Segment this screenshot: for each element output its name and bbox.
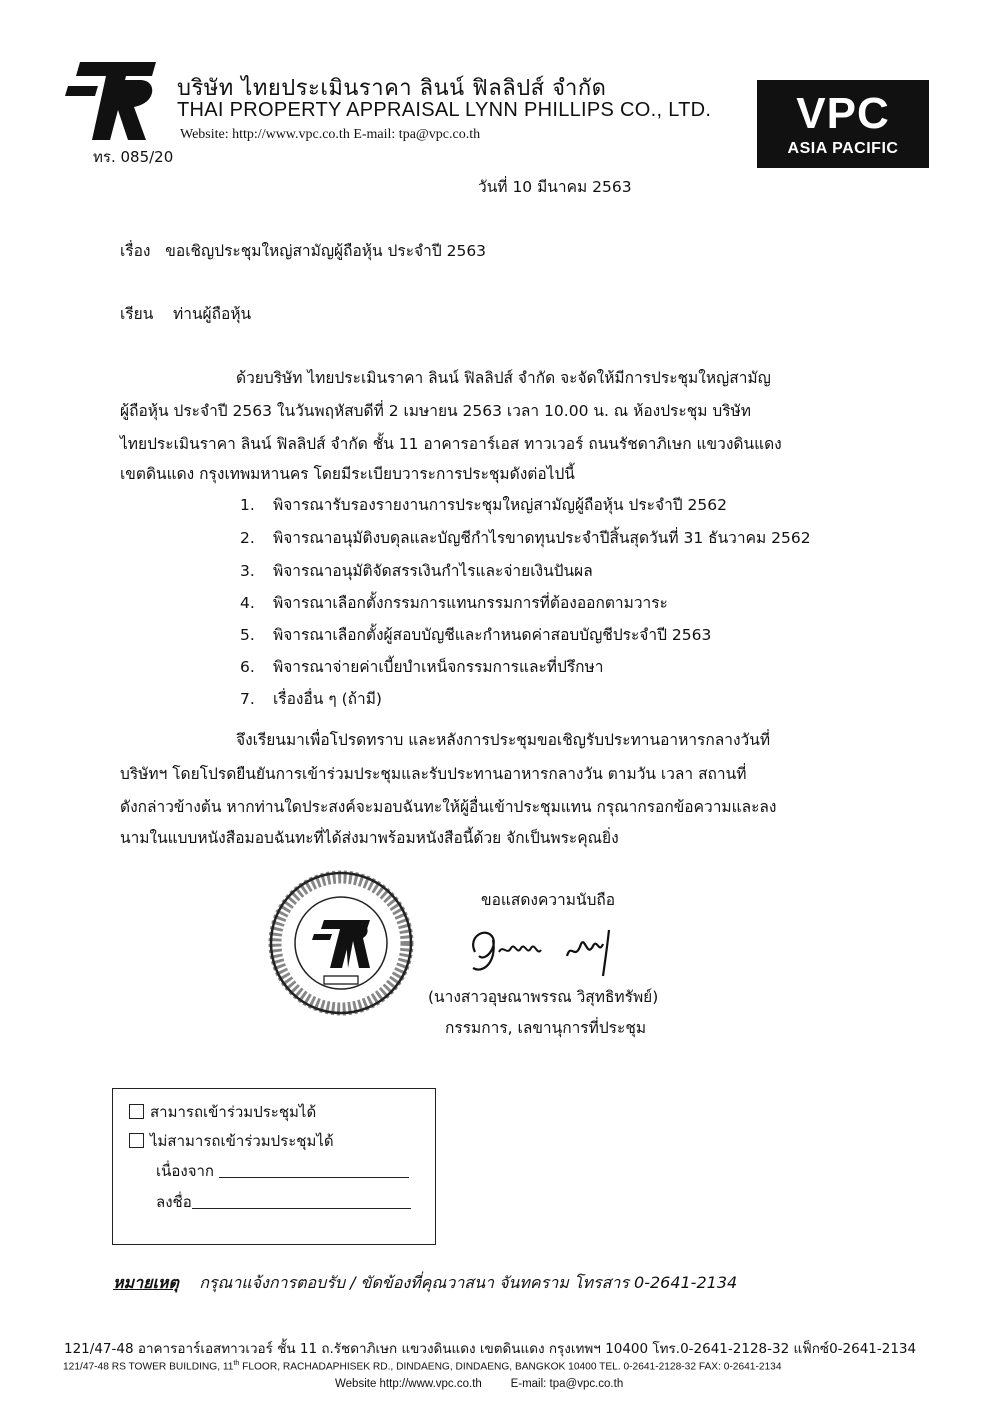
- subject-line: [120, 238, 486, 263]
- body-line: ไทยประเมินราคา ลินน์ ฟิลลิปส์ จำกัด ชั้น 11 อาคารอาร์เอส ทาวเวอร์ ถนนรัชดาภิเษก แขวงดินแดง: [120, 435, 782, 453]
- agenda-text: พิจารณาจ่ายค่าเบี้ยบำเหน็จกรรมการและที่ปรึกษา: [273, 658, 604, 676]
- company-contact-line: Website: http://www.vpc.co.th E-mail: tpa@vpc.co.th: [180, 127, 481, 142]
- footer-address-en-part2: FLOOR, RACHADAPHISEK RD., DINDAENG, DINDAENG, BANGKOK 10400 TEL. 0-2641-2128-32 FAX: 0-2641-2134: [239, 1361, 782, 1373]
- footer-address-english: [63, 1360, 782, 1372]
- letter-date: วันที่ 10 มีนาคม 2563: [478, 178, 632, 196]
- sign-input-line[interactable]: [192, 1194, 411, 1209]
- closing-line: ดังกล่าวข้างต้น หากท่านใดประสงค์จะมอบฉันทะให้ผู้อื่นเข้าประชุมแทน กรุณากรอกข้อความและลง: [120, 798, 777, 816]
- note-label: หมายเหตุ: [113, 1273, 179, 1292]
- footer-address-en-part1: 121/47-48 RS TOWER BUILDING, 11: [63, 1361, 234, 1373]
- salutation-text: ท่านผู้ถือหุ้น: [173, 305, 252, 323]
- agenda-number: 6.: [240, 658, 255, 676]
- footer-address-thai: 121/47-48 อาคารอาร์เอสทาวเวอร์ ชั้น 11 ถ.รัชดาภิเษก แขวงดินแดง เขตดินแดง กรุงเทพฯ 10400 โทร.0-2641-2128-32 แฟ็กซ์0-2641-2134: [64, 1341, 917, 1357]
- reason-label: เนื่องจาก: [156, 1162, 215, 1180]
- agenda-text: พิจารณาเลือกตั้งกรรมการแทนกรรมการที่ต้องออกตามวาระ: [273, 594, 668, 612]
- option-attend: [129, 1100, 316, 1124]
- footer-address-en-sup: th: [233, 1360, 240, 1367]
- note-line: [113, 1271, 737, 1296]
- attend-label: สามารถเข้าร่วมประชุมได้: [150, 1103, 317, 1121]
- agenda-item: [240, 492, 727, 517]
- agenda-text: พิจารณาอนุมัติงบดุลและบัญชีกำไรขาดทุนประจำปีสิ้นสุดวันที่ 31 ธันวาคม 2562: [273, 529, 811, 547]
- signer-title: กรรมการ, เลขานุการที่ประชุม: [445, 1019, 647, 1037]
- not-attend-label: ไม่สามารถเข้าร่วมประชุมได้: [150, 1132, 334, 1150]
- vpc-logo-main: VPC: [796, 89, 890, 138]
- reason-input-line[interactable]: [219, 1163, 409, 1178]
- footer-website: Website http://www.vpc.co.th: [335, 1378, 482, 1390]
- agenda-number: 1.: [240, 496, 255, 514]
- closing-line: จึงเรียนมาเพื่อโปรดทราบ และหลังการประชุมขอเชิญรับประทานอาหารกลางวันที่: [236, 731, 771, 749]
- company-name-english: THAI PROPERTY APPRAISAL LYNN PHILLIPS CO., LTD.: [177, 99, 712, 121]
- agenda-item: [240, 590, 668, 615]
- option-not-attend: [129, 1129, 334, 1153]
- signoff-text: ขอแสดงความนับถือ: [481, 891, 616, 909]
- agenda-item: [240, 525, 811, 550]
- reason-field: [156, 1159, 409, 1183]
- agenda-text: พิจารณาอนุมัติจัดสรรเงินกำไรและจ่ายเงินปันผล: [273, 562, 593, 580]
- footer-web-line: [335, 1378, 623, 1390]
- subject-text: ขอเชิญประชุมใหญ่สามัญผู้ถือหุ้น ประจำปี 2563: [165, 242, 487, 260]
- salutation-line: [120, 301, 251, 326]
- not-attend-checkbox[interactable]: [129, 1133, 144, 1148]
- tpa-logo: [62, 60, 157, 145]
- agenda-text: พิจารณารับรองรายงานการประชุมใหญ่สามัญผู้ถือหุ้น ประจำปี 2562: [273, 496, 727, 514]
- agenda-number: 7.: [240, 690, 255, 708]
- sign-field: [156, 1190, 411, 1214]
- agenda-item: [240, 558, 593, 583]
- footer-email: E-mail: tpa@vpc.co.th: [510, 1378, 624, 1390]
- body-line: ด้วยบริษัท ไทยประเมินราคา ลินน์ ฟิลลิปส์ จำกัด จะจัดให้มีการประชุมใหญ่สามัญ: [236, 369, 771, 387]
- agenda-number: 4.: [240, 594, 255, 612]
- agenda-text: พิจารณาเลือกตั้งผู้สอบบัญชีและกำหนดค่าสอบบัญชีประจำปี 2563: [273, 626, 712, 644]
- note-text: กรุณาแจ้งการตอบรับ / ขัดข้องที่คุณวาสนา จันทคราม โทรสาร 0-2641-2134: [199, 1273, 738, 1292]
- agenda-item: [240, 622, 711, 647]
- agenda-number: 5.: [240, 626, 255, 644]
- company-seal: [266, 868, 416, 1018]
- agenda-item: [240, 686, 382, 711]
- closing-line: บริษัทฯ โดยโปรดยืนยันการเข้าร่วมประชุมและรับประทานอาหารกลางวัน ตามวัน เวลา สถานที่: [120, 765, 747, 783]
- signer-name: (นางสาวอุษณาพรรณ วิสุทธิทรัพย์): [428, 988, 659, 1006]
- agenda-text: เรื่องอื่น ๆ (ถ้ามี): [273, 690, 382, 708]
- attend-checkbox[interactable]: [129, 1104, 144, 1119]
- body-line: ผู้ถือหุ้น ประจำปี 2563 ในวันพฤหัสบดีที่ 2 เมษายน 2563 เวลา 10.00 น. ณ ห้องประชุม บริษัท: [120, 402, 751, 420]
- agenda-number: 3.: [240, 562, 255, 580]
- reference-number: ทร. 085/20: [93, 148, 174, 166]
- sign-label: ลงชื่อ: [156, 1193, 192, 1211]
- company-name-thai: บริษัท ไทยประเมินราคา ลินน์ ฟิลลิปส์ จำกัด: [177, 76, 607, 101]
- vpc-logo-sub: ASIA PACIFIC: [787, 140, 899, 157]
- signature: [463, 922, 633, 980]
- closing-line: นามในแบบหนังสือมอบฉันทะที่ได้ส่งมาพร้อมหนังสือนี้ด้วย จักเป็นพระคุณยิ่ง: [120, 829, 619, 847]
- agenda-number: 2.: [240, 529, 255, 547]
- agenda-item: [240, 654, 603, 679]
- body-line: เขตดินแดง กรุงเทพมหานคร โดยมีระเบียบวาระการประชุมดังต่อไปนี้: [120, 465, 575, 483]
- vpc-logo: [757, 80, 929, 168]
- salutation-label: เรียน: [120, 305, 154, 323]
- subject-label: เรื่อง: [120, 242, 151, 260]
